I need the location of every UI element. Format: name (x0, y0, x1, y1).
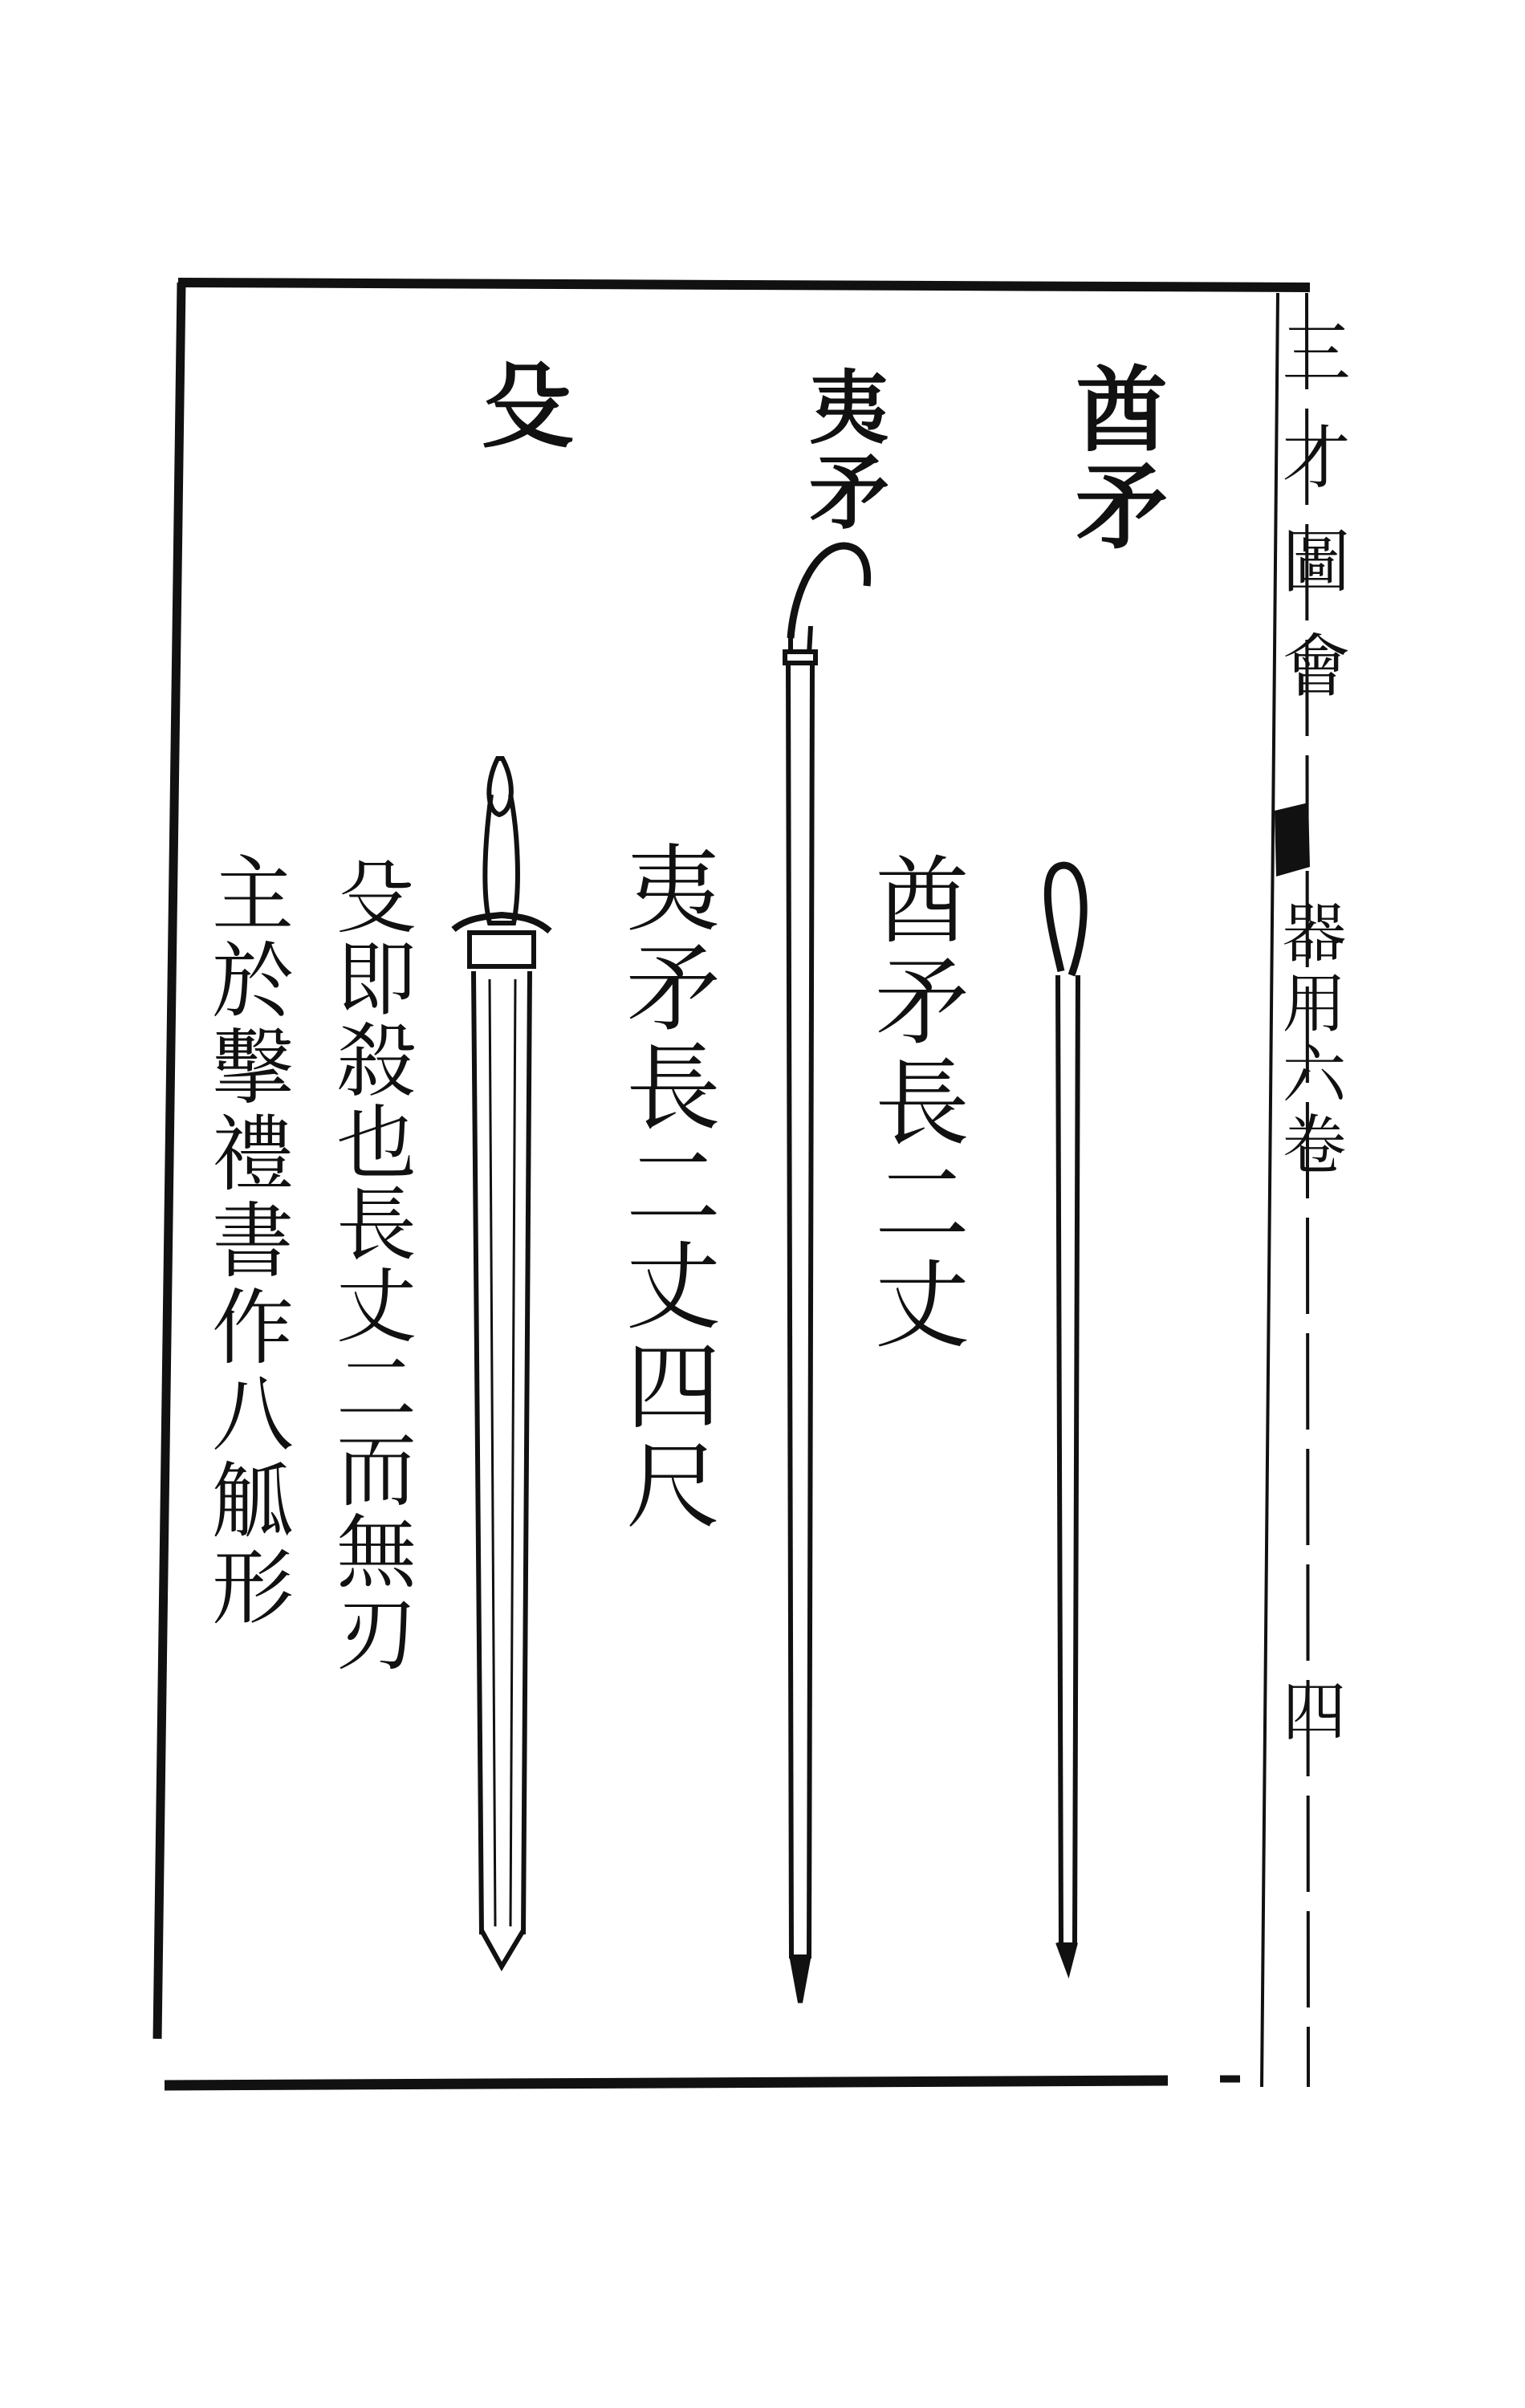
margin-section-title: 器用六卷 (1271, 899, 1346, 1182)
shu-weapon (453, 759, 550, 1967)
title-shu: 殳 (466, 357, 574, 454)
margin-page-number: 四 (1271, 1678, 1346, 1751)
caption-yi-mao: 夷矛長二丈四尺 (610, 839, 721, 1536)
title-yi-mao: 夷矛 (795, 365, 890, 535)
caption-shu-line1: 殳即殺也長丈二而無刃 (323, 855, 417, 1674)
title-qiu-mao: 酋矛 (1059, 361, 1168, 555)
margin-book-title: 三才圖會 (1271, 317, 1350, 734)
gutter-mark (1275, 803, 1310, 877)
yi-mao-weapon (785, 546, 868, 2003)
qiu-mao-weapon (1047, 865, 1084, 1971)
caption-qiu-mao: 酋矛長二丈 (859, 851, 970, 1357)
caption-shu-line2: 主於擊禮書作八觚形 (198, 851, 294, 1631)
